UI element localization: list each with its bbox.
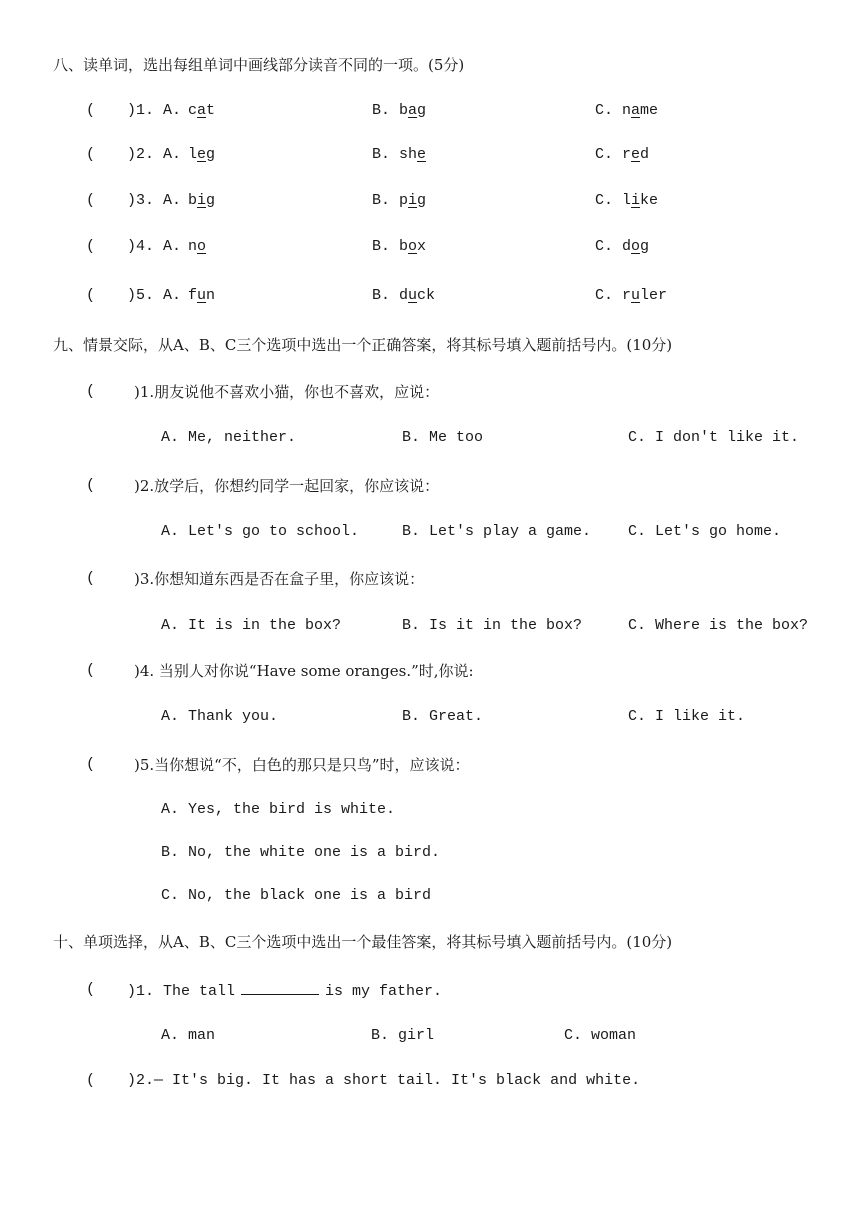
question-number: )5. A. bbox=[127, 287, 182, 304]
option-c-label: C. bbox=[595, 287, 614, 304]
option-c-word: ruler bbox=[622, 287, 668, 304]
answer-paren: ( bbox=[86, 662, 96, 679]
option-c-word: like bbox=[622, 192, 659, 209]
s10-q2-stem: )2.— It's big. It has a short tail. It's black and white. bbox=[127, 1072, 641, 1089]
s9-q3-option-b: B. Is it in the box? bbox=[402, 617, 583, 634]
s9-q4-option-c: C. I like it. bbox=[628, 708, 746, 725]
s9-q2-stem: )2.放学后，你想约同学一起回家，你应该说： bbox=[134, 477, 440, 495]
option-c-word: red bbox=[622, 146, 650, 163]
s9-q4-option-b: B. Great. bbox=[402, 708, 484, 725]
option-b-word: she bbox=[399, 146, 427, 163]
s10-q1-option-a: A. man bbox=[161, 1027, 216, 1044]
option-b-word: box bbox=[399, 238, 427, 255]
section-9-title: 九、情景交际，从A、B、C三个选项中选出一个正确答案，将其标号填入题前括号内。(10分) bbox=[53, 336, 673, 354]
answer-paren: ( bbox=[86, 238, 96, 255]
s9-q5-option-a: A. Yes, the bird is white. bbox=[161, 801, 396, 818]
option-c-word: dog bbox=[622, 238, 650, 255]
option-a-word: big bbox=[188, 192, 216, 209]
option-b-label: B. bbox=[372, 287, 391, 304]
s9-q4-stem: )4. 当别人对你说“Have some oranges.”时,你说: bbox=[134, 662, 474, 680]
section-10-title: 十、单项选择，从A、B、C三个选项中选出一个最佳答案，将其标号填入题前括号内。(10分) bbox=[53, 933, 673, 951]
question-number: )4. A. bbox=[127, 238, 182, 255]
option-a-word: fun bbox=[188, 287, 216, 304]
question-number: )1. A. bbox=[127, 102, 182, 119]
answer-paren: ( bbox=[86, 477, 96, 494]
option-b-word: bag bbox=[399, 102, 427, 119]
option-b-label: B. bbox=[372, 102, 391, 119]
option-c-label: C. bbox=[595, 146, 614, 163]
answer-paren: ( bbox=[86, 146, 96, 163]
answer-paren: ( bbox=[86, 981, 96, 998]
answer-paren: ( bbox=[86, 1072, 96, 1089]
answer-paren: ( bbox=[86, 570, 96, 587]
s9-q2-option-c: C. Let's go home. bbox=[628, 523, 782, 540]
option-c-label: C. bbox=[595, 102, 614, 119]
answer-paren: ( bbox=[86, 756, 96, 773]
answer-paren: ( bbox=[86, 102, 96, 119]
option-c-label: C. bbox=[595, 192, 614, 209]
option-b-word: duck bbox=[399, 287, 436, 304]
answer-paren: ( bbox=[86, 192, 96, 209]
section-8-title: 八、读单词，选出每组单词中画线部分读音不同的一项。(5分) bbox=[53, 56, 465, 74]
s9-q2-option-b: B. Let's play a game. bbox=[402, 523, 592, 540]
answer-paren: ( bbox=[86, 383, 96, 400]
s9-q3-stem: )3.你想知道东西是否在盒子里，你应该说： bbox=[134, 570, 425, 588]
s9-q5-option-b: B. No, the white one is a bird. bbox=[161, 844, 441, 861]
fill-in-blank bbox=[241, 980, 319, 995]
option-a-word: cat bbox=[188, 102, 216, 119]
s9-q1-option-b: B. Me too bbox=[402, 429, 484, 446]
s9-q3-option-c: C. Where is the box? bbox=[628, 617, 809, 634]
s9-q2-option-a: A. Let's go to school. bbox=[161, 523, 360, 540]
option-c-label: C. bbox=[595, 238, 614, 255]
option-b-word: pig bbox=[399, 192, 427, 209]
s10-q1-option-c: C. woman bbox=[564, 1027, 637, 1044]
s9-q5-option-c: C. No, the black one is a bird bbox=[161, 887, 432, 904]
option-b-label: B. bbox=[372, 192, 391, 209]
s9-q1-stem: )1.朋友说他不喜欢小猫，你也不喜欢，应说： bbox=[134, 383, 440, 401]
s9-q3-option-a: A. It is in the box? bbox=[161, 617, 342, 634]
question-number: )3. A. bbox=[127, 192, 182, 209]
option-a-word: no bbox=[188, 238, 207, 255]
s9-q5-stem: )5.当你想说“不，白色的那只是只鸟”时，应该说： bbox=[134, 756, 470, 774]
option-a-word: leg bbox=[188, 146, 216, 163]
option-b-label: B. bbox=[372, 238, 391, 255]
answer-paren: ( bbox=[86, 287, 96, 304]
question-number: )2. A. bbox=[127, 146, 182, 163]
s10-q1-option-b: B. girl bbox=[371, 1027, 435, 1044]
option-b-label: B. bbox=[372, 146, 391, 163]
s9-q4-option-a: A. Thank you. bbox=[161, 708, 279, 725]
option-c-word: name bbox=[622, 102, 659, 119]
s9-q1-option-a: A. Me, neither. bbox=[161, 429, 297, 446]
s9-q1-option-c: C. I don't like it. bbox=[628, 429, 800, 446]
s10-q1-stem: )1. The tall is my father. bbox=[127, 980, 442, 1002]
